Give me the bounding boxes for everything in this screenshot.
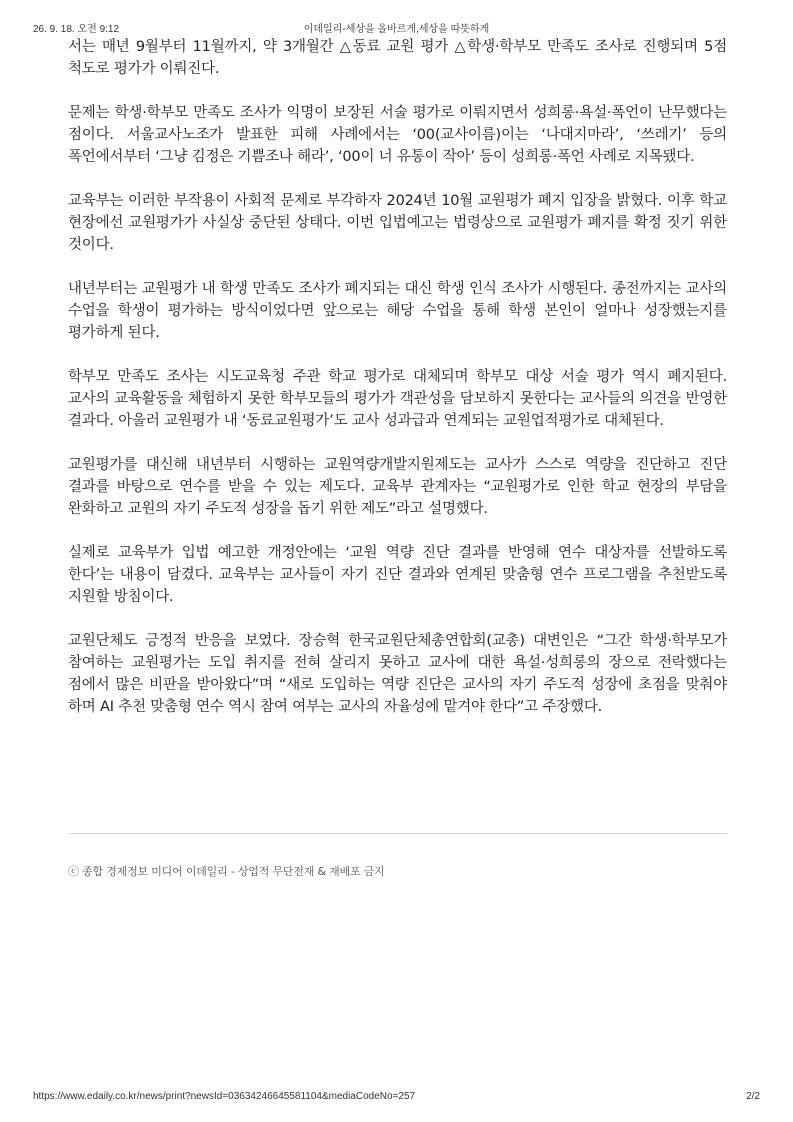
article-paragraph: 서는 매년 9월부터 11월까지, 약 3개월간 △동료 교원 평가 △학생·학부모 만족도 조사로 진행되며 5점 척도로 평가가 이뤄진다. — [68, 39, 727, 77]
article-body — [68, 36, 727, 740]
content-divider — [68, 833, 727, 834]
page-number: 2/2 — [746, 1091, 760, 1102]
print-date: 26. 9. 18. 오전 9:12 — [33, 24, 120, 35]
article-paragraph: 교원평가를 대신해 내년부터 시행하는 교원역량개발지원제도는 교사가 스스로 역량을 진단하고 진단 결과를 바탕으로 연수를 받을 수 있는 제도다. 교육부 관계자는 “교원평가로 인한 학교 현장의 부담을 완화하고 교원의 자기 주도적 성장을 돕기 위한 제도”라고 설명했다. — [68, 457, 727, 517]
copyright-notice: ⓒ 종합 경제정보 미디어 이데일리 - 상업적 무단전재 & 재배포 금지 — [68, 865, 385, 878]
article-paragraph: 학부모 만족도 조사는 시도교육청 주관 학교 평가로 대체되며 학부모 대상 서술 평가 역시 폐지된다. 교사의 교육활동을 체험하지 못한 학부모들의 평가가 객관성을 담보하지 못한다는 교사들의 의견을 반영한 결과다. 아울러 교원평가 내 ‘동료교원평가’도 교사 성과급과 연계되는 교원업적평가로 대체된다. — [68, 369, 727, 429]
article-paragraph: 교육부는 이러한 부작용이 사회적 문제로 부각하자 2024년 10월 교원평가 폐지 입장을 밝혔다. 이후 학교 현장에선 교원평가가 사실상 중단된 상태다. 이번 입법예고는 법령상으로 교원평가 폐지를 확정 짓기 위한 것이다. — [68, 193, 727, 253]
article-paragraph: 문제는 학생·학부모 만족도 조사가 익명이 보장된 서술 평가로 이뤄지면서 성희롱·욕설·폭언이 난무했다는 점이다. 서울교사노조가 발표한 피해 사례에서는 ‘00(교사이름)이는 ‘나대지마라’, ‘쓰레기’ 등의 폭언에서부터 ‘그냥 김정은 기쁨조나 해라’, ‘00이 너 유통이 작아’ 등이 성희롱·폭언 사례로 지목됐다. — [68, 105, 727, 165]
print-footer — [33, 1091, 760, 1107]
article-paragraph: 교원단체도 긍정적 반응을 보였다. 장승혁 한국교원단체총연합회(교총) 대변인은 “그간 학생·학부모가 참여하는 교원평가는 도입 취지를 전혀 살리지 못하고 교사에 대한 욕설·성희롱의 장으로 전락했다는 점에서 많은 비판을 받아왔다”며 “새로 도입하는 역량 진단은 교사의 자기 주도적 성장에 초점을 맞춰야 하며 AI 추천 맞춤형 연수 역시 참여 여부는 교사의 자율성에 맡겨야 한다”고 주장했다. — [68, 633, 727, 715]
article-paragraph: 내년부터는 교원평가 내 학생 만족도 조사가 폐지되는 대신 학생 인식 조사가 시행된다. 종전까지는 교사의 수업을 학생이 평가하는 방식이었다면 앞으로는 해당 수업을 통해 학생 본인이 얼마나 성장했는지를 평가하게 된다. — [68, 281, 727, 341]
print-header — [33, 20, 760, 36]
article-paragraph: 실제로 교육부가 입법 예고한 개정안에는 ‘교원 역량 진단 결과를 반영해 연수 대상자를 선발하도록 한다’는 내용이 담겼다. 교육부는 교사들이 자기 진단 결과와 연계된 맞춤형 연수 프로그램을 추천받도록 지원할 방침이다. — [68, 545, 727, 605]
print-page-title: 이데일리-세상을 올바르게,세상을 따뜻하게 — [303, 24, 490, 35]
print-url: https://www.edaily.co.kr/news/print?newsId=03634246645581104&mediaCodeNo=257 — [33, 1091, 416, 1102]
